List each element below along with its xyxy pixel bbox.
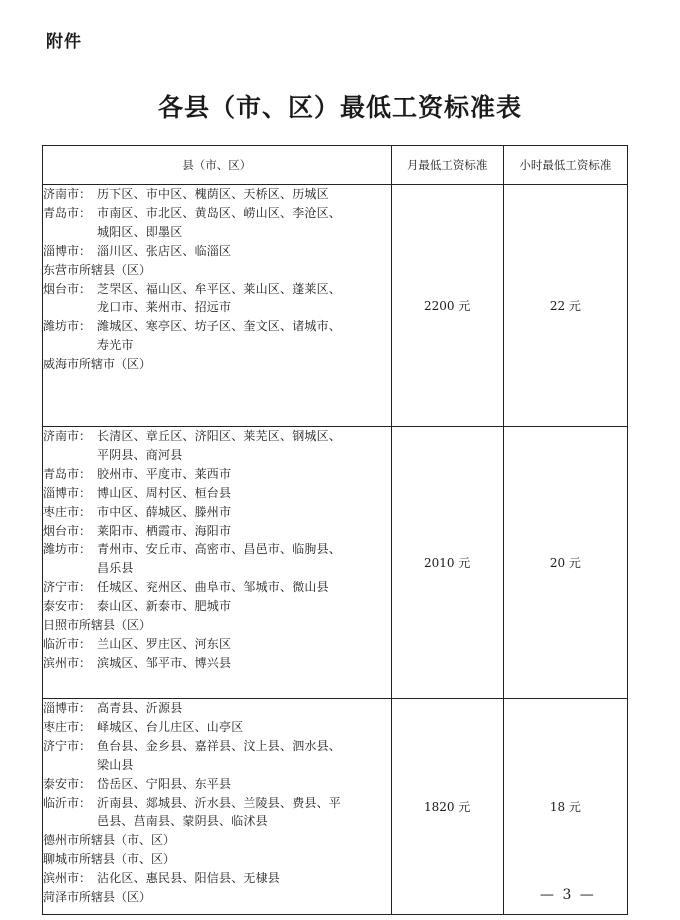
city-name: 临沂市： (43, 795, 92, 810)
district-list: 胶州市、平度市、莱西市 (97, 466, 232, 481)
area-line (43, 223, 391, 242)
area-line (43, 559, 391, 578)
wage-table (42, 145, 628, 915)
area-line (43, 261, 391, 280)
monthly-wage: 2200 元 (391, 185, 503, 427)
page-title: 各县（市、区）最低工资标准表 (157, 93, 522, 122)
area-line (43, 503, 391, 522)
hourly-wage: 22 元 (503, 185, 627, 427)
area-line (43, 242, 391, 261)
area-line (43, 355, 391, 374)
header-area: 县（市、区） (43, 146, 392, 185)
city-name: 枣庄市： (43, 719, 92, 734)
table-row (43, 185, 628, 427)
district-list: 龙口市、莱州市、招远市 (97, 300, 232, 315)
monthly-wage: 2010 元 (391, 427, 503, 699)
district-list: 高青县、沂源县 (97, 701, 183, 715)
area-line (43, 446, 391, 465)
area-line (43, 794, 391, 813)
city-name (43, 756, 97, 775)
area-line (43, 465, 391, 484)
area-line (43, 737, 391, 756)
city-name: 青岛市： (43, 205, 92, 220)
district-list: 峄城区、台儿庄区、山亭区 (97, 719, 244, 734)
area-line (43, 718, 391, 737)
city-name (43, 559, 97, 578)
area-line (43, 597, 391, 616)
city-name: 泰安市： (43, 599, 92, 614)
area-line (43, 635, 391, 654)
area-line (43, 427, 391, 446)
city-name (43, 223, 97, 242)
area-cell (43, 185, 392, 427)
header-monthly: 月最低工资标准 (391, 146, 503, 185)
area-line (43, 484, 391, 503)
city-name: 济宁市： (43, 580, 92, 595)
city-name: 泰安市： (43, 776, 92, 791)
district-list: 沾化区、惠民县、阳信县、无棣县 (97, 871, 281, 886)
city-name: 滨州市： (43, 655, 92, 670)
district-list: 昌乐县 (97, 561, 134, 576)
area-line (43, 888, 391, 907)
district-list: 鱼台县、金乡县、嘉祥县、汶上县、泗水县、 (97, 738, 342, 753)
area-line (43, 298, 391, 317)
table-header-row (43, 146, 628, 185)
district-list: 任城区、兖州区、曲阜市、邹城市、微山县 (97, 580, 329, 595)
area-line (43, 185, 391, 204)
district-list: 邑县、莒南县、蒙阴县、临沭县 (97, 814, 268, 829)
hourly-wage: 18 元 (503, 699, 627, 915)
district-list: 兰山区、罗庄区、河东区 (97, 636, 232, 651)
city-name: 临沂市： (43, 636, 92, 651)
area-full-text: 聊城市所辖县（市、区） (43, 852, 176, 867)
area-line (43, 699, 391, 718)
area-line (43, 578, 391, 597)
city-name: 枣庄市： (43, 504, 92, 519)
table-row (43, 427, 628, 699)
area-line (43, 540, 391, 559)
district-list: 城阳区、即墨区 (97, 224, 183, 239)
area-line (43, 775, 391, 794)
city-name (43, 812, 97, 831)
city-name: 烟台市： (43, 523, 92, 538)
district-list: 历下区、市中区、槐荫区、天桥区、历城区 (97, 187, 329, 201)
city-name: 潍坊市： (43, 319, 92, 334)
district-list: 博山区、周村区、桓台县 (97, 485, 232, 500)
area-line (43, 831, 391, 850)
district-list: 长清区、章丘区、济阳区、莱芜区、钢城区、 (97, 429, 342, 443)
city-name (43, 336, 97, 355)
district-list: 芝罘区、福山区、牟平区、莱山区、蓬莱区、 (97, 281, 342, 296)
district-list: 潍城区、寒亭区、坊子区、奎文区、诸城市、 (97, 319, 342, 334)
area-line (43, 616, 391, 635)
district-list: 平阴县、商河县 (97, 447, 183, 462)
city-name: 济南市： (43, 429, 92, 443)
city-name (43, 298, 97, 317)
area-line (43, 317, 391, 336)
city-name: 淄博市： (43, 701, 92, 715)
area-line (43, 204, 391, 223)
district-list: 泰山区、新泰市、肥城市 (97, 599, 232, 614)
city-name: 烟台市： (43, 281, 92, 296)
district-list: 市中区、薛城区、滕州市 (97, 504, 232, 519)
area-line (43, 654, 391, 673)
district-list: 沂南县、郯城县、沂水县、兰陵县、费县、平 (97, 795, 342, 810)
city-name (43, 446, 97, 465)
hourly-wage: 20 元 (503, 427, 627, 699)
annex-label: 附件 (46, 32, 82, 52)
district-list: 市南区、市北区、黄岛区、崂山区、李沧区、 (97, 205, 342, 220)
area-line (43, 280, 391, 299)
district-list: 滨城区、邹平市、博兴县 (97, 655, 232, 670)
page-number: — 3 — (540, 887, 596, 903)
city-name: 济宁市： (43, 738, 92, 753)
area-full-text: 日照市所辖县（区） (43, 618, 152, 633)
area-full-text: 德州市所辖县（市、区） (43, 833, 176, 848)
district-list: 岱岳区、宁阳县、东平县 (97, 776, 232, 791)
city-name: 济南市： (43, 187, 92, 201)
area-line (43, 522, 391, 541)
city-name: 淄博市： (43, 243, 92, 258)
area-full-text: 威海市所辖市（区） (43, 357, 152, 372)
district-list: 梁山县 (97, 757, 134, 772)
district-list: 莱阳市、栖霞市、海阳市 (97, 523, 232, 538)
district-list: 淄川区、张店区、临淄区 (97, 243, 232, 258)
city-name: 淄博市： (43, 485, 92, 500)
district-list: 青州市、安丘市、高密市、昌邑市、临朐县、 (97, 542, 342, 557)
monthly-wage: 1820 元 (391, 699, 503, 915)
area-cell (43, 427, 392, 699)
district-list: 寿光市 (97, 338, 134, 353)
area-cell (43, 699, 392, 915)
city-name: 潍坊市： (43, 542, 92, 557)
area-full-text: 东营市所辖县（区） (43, 262, 152, 277)
area-full-text: 菏泽市所辖县（区） (43, 890, 152, 905)
area-line (43, 869, 391, 888)
area-line (43, 756, 391, 775)
area-line (43, 812, 391, 831)
header-hourly: 小时最低工资标准 (503, 146, 627, 185)
city-name: 青岛市： (43, 466, 92, 481)
area-line (43, 850, 391, 869)
table-row (43, 699, 628, 915)
area-line (43, 336, 391, 355)
city-name: 滨州市： (43, 871, 92, 886)
